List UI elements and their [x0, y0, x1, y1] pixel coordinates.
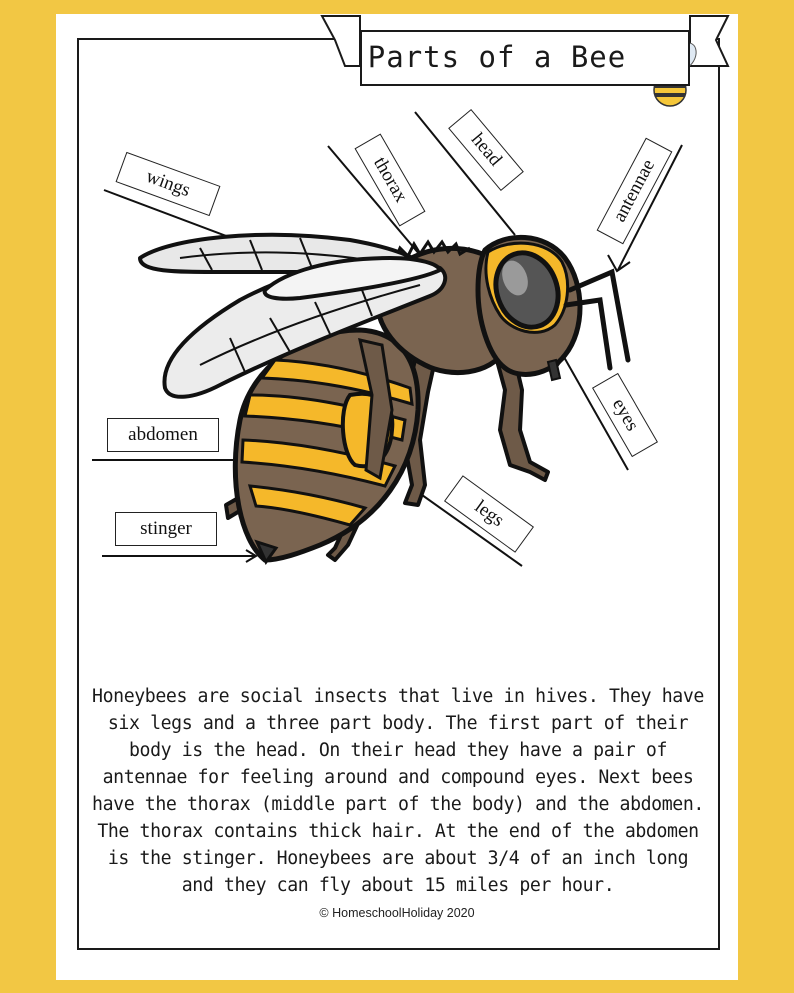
- label-legs: legs: [444, 475, 534, 553]
- title-banner: [360, 30, 690, 86]
- label-head: head: [448, 109, 524, 191]
- label-abdomen: abdomen: [107, 418, 219, 452]
- label-wings: wings: [116, 152, 221, 216]
- label-stinger: stinger: [115, 512, 217, 546]
- label-antennae: antennae: [597, 138, 673, 245]
- label-thorax: thorax: [355, 134, 426, 227]
- bee-head: [478, 237, 580, 380]
- label-eyes: eyes: [592, 373, 658, 457]
- page-title: Parts of a Bee: [367, 40, 627, 74]
- copyright-notice: © HomeschoolHoliday 2020: [319, 906, 475, 920]
- description-paragraph: Honeybees are social insects that live in hives. They have six legs and a three part body. The first part of their body is the head. On their head they have a pair of antennae for feeling around and compound eyes. Next bees have the thorax (middle part of the body) and the abdomen. The thorax contains thick hair. At the end of the abdomen is the stinger. Honeybees are about 3/4 of an inch long and they can fly about 15 miles per hour.: [92, 686, 704, 896]
